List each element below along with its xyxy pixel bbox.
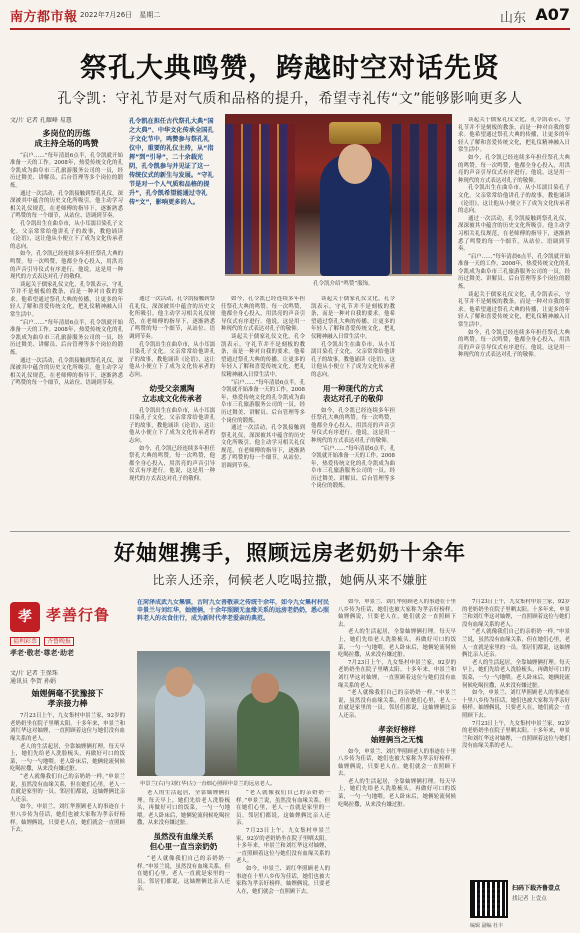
editor-credit: 编辑 副编 杜丰 — [470, 923, 504, 929]
story2-photo-caption: 申景兰(右)与刘红华(左)一直细心照顾申景兰的远房老人。 — [140, 781, 276, 787]
story2-paragraph: 7月23日上午，九女集村申景兰家，92岁的老奶奶坐在院子里晒太阳。十多年来，申景兰和刘红华这对妯娌，一直照顾着这位与她们没有血缘关系的老人。 — [462, 599, 570, 628]
story1-photo-caption: 孔令凯介绍“鸣赞”服饰。 — [313, 281, 374, 287]
story2-paragraph: 老人的生活起居，全靠妯娌俩打理。每天早上，她们先给老人洗脸梳头，再做好可口的饭菜，一勺一勺地喂。老人卧床后，她俩轮流伺候吃喝拉撒，从来没有嫌过脏。 — [338, 629, 456, 659]
story1-paragraph: 如今，孔令凯已经连续多年担任祭孔大典的鸣赞。每一次鸣赞，他都全身心投入，用洪亮的声音引导仪式有序进行。他说，这是用一种现代的方式表达对孔子的敬仰。 — [458, 154, 570, 184]
section-name: 山东 — [499, 11, 526, 26]
story1-subhead-2: 幼受父亲熏陶 立志成文化传承者 — [142, 383, 202, 403]
masthead — [10, 4, 570, 30]
story1-paragraph: “启户……”每年清晨6点半，孔令凯就开始准备一天的工作。2008年，热爱传统文化的孔令凯成为曲阜市三孔旅游服务公司的一员，经历过舞美、讲解员、后台管理等多个岗位的锻炼。 — [221, 379, 305, 424]
story1-paragraph: “启户……”每年清晨6点半，孔令凯就开始准备一天的工作。2008年，热爱传统文化的孔令凯成为曲阜市三孔旅游服务公司的一员，经历过舞美、讲解员、后台管理等多个岗位的锻炼。 — [10, 152, 123, 189]
story1-column-4 — [311, 296, 395, 527]
story2-column-5 — [462, 599, 570, 874]
column-tags — [10, 636, 76, 645]
story1-photo — [225, 114, 452, 276]
story1-paragraph: 孔令凯出生在曲阜市，从小耳濡目染孔子文化。父亲常常给他讲孔子的故事，教他诵读《论语》，这让他从小便立下了成为文化传承者的志向。 — [129, 341, 215, 378]
story2-paragraph: 老人的生活起居，全靠妯娌俩打理。每天早上，她们先给老人洗脸梳头，再做好可口的饭菜，一勺一勺地喂。老人卧床后，她俩轮流伺候吃喝拉撒，从来没有嫌过脏。 — [10, 743, 125, 773]
story1-paragraph: 谈起关于儒家礼仪文化，孔令凯表示，守礼节并不是刻板的教条，而是一种对自我的要求。他希望通过祭孔大典的传播，让更多的年轻人了解和喜爱传统文化，把礼仪精神融入日常生活中。 — [458, 117, 570, 154]
story1-paragraph: 孔令凯出生在曲阜市，从小耳濡目染孔子文化。父亲常常给他讲孔子的故事，教他诵读《论语》，这让他从小便立下了成为文化传承者的志向。 — [311, 341, 395, 378]
issue-date: 2022年7月26日 — [80, 11, 133, 19]
story2-subhead-3: 孝亲好榜样 妯娌俩当之无愧 — [370, 724, 424, 744]
column-logo — [10, 602, 120, 664]
story1-paragraph: 如今，孔令凯已经连续多年担任祭孔大典的鸣赞。每一次鸣赞，他都全身心投入，用洪亮的声音引导仪式有序进行。他说，这是用一种现代的方式表达对孔子的敬仰。 — [129, 445, 215, 482]
story2-paragraph: 老人的生活起居，全靠妯娌俩打理。每天早上，她们先给老人洗脸梳头，再做好可口的饭菜，一勺一勺地喂。老人卧床后，她俩轮流伺候吃喝拉撒，从来没有嫌过脏。 — [462, 659, 570, 689]
story2-photo — [137, 651, 330, 776]
story1-paragraph: “启户……”每年清晨6点半，孔令凯就开始准备一天的工作。2008年，热爱传统文化的孔令凯成为曲阜市三孔旅游服务公司的一员，经历过舞美、讲解员、后台管理等多个岗位的锻炼。 — [458, 253, 570, 291]
story1-paragraph: 如今，孔令凯已经连续多年担任祭孔大典的鸣赞。每一次鸣赞，他都全身心投入，用洪亮的声音引导仪式有序进行。他说，这是用一种现代的方式表达对孔子的敬仰。 — [311, 407, 395, 444]
newspaper-logo: 南方都市報 — [10, 10, 78, 25]
page-number: A07 — [535, 5, 570, 24]
story2-lead: 在菏泽成武九女集镇，古时九女善敬亲之传统千余年，如今九女集村村民申景兰与刘红华，妯娌俩，十余年照顾无血缘关系的远房老奶奶，悉心照料老人的衣食住行，成为新时代孝老爱亲的典范。 — [137, 599, 330, 622]
story2-subhead-2: 虽然没有血缘关系 但心里一直当亲奶奶 — [149, 831, 218, 851]
story2-paragraph: 如今，申景兰、刘红华照顾老人的事迹在十里八乡传为佳话，她们也被大家称为孝亲好榜样。妯娌俩说，只要老人在，她们就会一直照顾下去。 — [236, 865, 330, 895]
story2-column-3 — [236, 790, 330, 928]
story1-paragraph: 孔令凯出生在曲阜市，从小耳濡目染孔子文化。父亲常常给他讲孔子的故事，教他诵读《论语》，这让他从小便立下了成为文化传承者的志向。 — [129, 407, 215, 444]
story1-subheadline: 孔令凯：守礼节是对气质和品格的提升，希望寺礼传“文”能够影响更多人 — [57, 91, 523, 107]
column-title: 孝善行鲁 — [46, 606, 111, 624]
column-tag: 齐鲁晚报 — [44, 637, 74, 646]
story1-column-1 — [10, 117, 123, 527]
issue-info — [80, 10, 165, 20]
issue-weekday: 星期二 — [139, 11, 161, 19]
story1-paragraph: 谈起关于儒家礼仪文化，孔令凯表示，守礼节并不是刻板的教条，而是一种对自我的要求。他希望通过祭孔大典的传播，让更多的年轻人了解和喜爱传统文化，把礼仪精神融入日常生活中。 — [10, 281, 123, 319]
story1-subhead-3: 用一种现代的方式 表达对孔子的敬仰 — [323, 383, 383, 403]
column-slogan: 孝老·敬老·尊老·助老 — [10, 649, 74, 657]
story2-column-2 — [137, 790, 230, 928]
story1-headline: 祭孔大典鸣赞，跨越时空对话先贤 — [80, 53, 500, 84]
story2-paragraph: 如今，申景兰、刘红华照顾老人的事迹在十里八乡传为佳话，她们也被大家称为孝亲好榜样。妯娌俩说，只要老人在，她们就会一直照顾下去。 — [462, 690, 570, 719]
story2-subhead-1: 妯娌俩毫不犹豫接下 孝亲接力棒 — [31, 689, 104, 709]
qr-block[interactable] — [470, 880, 570, 926]
column-tag: 福利彩票 — [10, 637, 40, 646]
story1-paragraph: 谈起关于儒家礼仪文化，孔令凯表示，守礼节并不是刻板的教条，而是一种对自我的要求。他希望通过祭孔大典的传播，让更多的年轻人了解和喜爱传统文化，把礼仪精神融入日常生活中。 — [458, 291, 570, 329]
story1-paragraph: 孔令凯出生在曲阜市，从小耳濡目染孔子文化。父亲常常给他讲孔子的故事，教他诵读《论语》，这让他从小便立下了成为文化传承者的志向。 — [10, 220, 123, 250]
story2-byline: 文/片 记者 王保珠 通讯员 李贺 孙娟 — [10, 670, 58, 685]
story1-subhead-1: 多岗位的历练 成主持全场的鸣赞 — [34, 128, 99, 148]
story1-intro: 孔令凯在担任古代祭孔大典“国之大典”、中华文化传承全国孔子文化节中，鸣赞参与祭孔礼仪中，重要的礼仪主持，从“指挥”到“引导”，二十余载光阴，孔令凯参与并见证了这一传统仪式的新生与发展。“守礼节是对一个人气质和品格的提升”，孔令凯希望能通过寺礼传“文”，影响更多的人。 — [129, 118, 214, 206]
story1-column-3 — [221, 296, 305, 527]
section-divider — [10, 531, 570, 532]
story1-paragraph: “启户……”每年清晨6点半，孔令凯就开始准备一天的工作。2008年，热爱传统文化的孔令凯成为曲阜市三孔旅游服务公司的一员，经历过舞美、讲解员、后台管理等多个岗位的锻炼。 — [10, 319, 123, 357]
story1-column-5 — [458, 117, 570, 527]
story1-paragraph: 如今，孔令凯已经连续多年担任祭孔大典的鸣赞。每一次鸣赞，他都全身心投入，用洪亮的声音引导仪式有序进行。他说，这是用一种现代的方式表达对孔子的敬仰。 — [221, 296, 305, 333]
story2-paragraph: 如今，申景兰、刘红华照顾老人的事迹在十里八乡传为佳话，她们也被大家称为孝亲好榜样。妯娌俩说，只要老人在，她们就会一直照顾下去。 — [338, 748, 456, 778]
story1-paragraph: 通过一次活动，孔令凯接触到祭孔礼仪，深深被其中蕴含的历史文化所吸引。他主动学习相关礼仪规范，在老师傅的指导下，逐渐熟悉了鸣赞的每一个细节，从站位、语调到节奏。 — [221, 425, 305, 470]
story1-paragraph: 如今，孔令凯已经连续多年担任祭孔大典的鸣赞。每一次鸣赞，他都全身心投入，用洪亮的声音引导仪式有序进行。他说，这是用一种现代的方式表达对孔子的敬仰。 — [10, 251, 123, 281]
story2-paragraph: 如今，申景兰、刘红华照顾老人的事迹在十里八乡传为佳话，她们也被大家称为孝亲好榜样。妯娌俩说，只要老人在，她们就会一直照顾下去。 — [338, 599, 456, 628]
story2-paragraph: “老人就像我们自己的亲奶奶一样。”申景兰说，虽然没有血缘关系，但在她们心里，老人一直就是家里的一员。邻居们都说，这妯娌俩比亲人还亲。 — [338, 690, 456, 719]
story2-paragraph: 老人的生活起居，全靠妯娌俩打理。每天早上，她们先给老人洗脸梳头，再做好可口的饭菜，一勺一勺地喂。老人卧床后，她俩轮流伺候吃喝拉撒，从来没有嫌过脏。 — [338, 778, 456, 808]
story2-paragraph: 如今，申景兰、刘红华照顾老人的事迹在十里八乡传为佳话，她们也被大家称为孝亲好榜样。妯娌俩说，只要老人在，她们就会一直照顾下去。 — [10, 804, 125, 834]
story1-column-2 — [129, 296, 215, 527]
story2-paragraph: 7月23日上午，九女集村申景兰家，92岁的老奶奶坐在院子里晒太阳。十多年来，申景兰和刘红华这对妯娌，一直照顾着这位与她们没有血缘关系的老人。 — [236, 827, 330, 865]
story2-paragraph: “老人就像我们自己的亲奶奶一样。”申景兰说，虽然没有血缘关系，但在她们心里，老人一直就是家里的一员。邻居们都说，这妯娌俩比亲人还亲。 — [10, 773, 125, 803]
story1-paragraph: “启户……”每年清晨6点半，孔令凯就开始准备一天的工作。2008年，热爱传统文化的孔令凯成为曲阜市三孔旅游服务公司的一员，经历过舞美、讲解员、后台管理等多个岗位的锻炼。 — [311, 445, 395, 490]
story2-paragraph: 7月23日上午，九女集村申景兰家，92岁的老奶奶坐在院子里晒太阳。十多年来，申景兰和刘红华这对妯娌，一直照顾着这位与她们没有血缘关系的老人。 — [338, 659, 456, 689]
story1-paragraph: 如今，孔令凯已经连续多年担任祭孔大典的鸣赞。每一次鸣赞，他都全身心投入，用洪亮的声音引导仪式有序进行。他说，这是用一种现代的方式表达对孔子的敬仰。 — [458, 329, 570, 359]
story2-paragraph: 7月23日上午，九女集村申景兰家，92岁的老奶奶坐在院子里晒太阳。十多年来，申景兰和刘红华这对妯娌，一直照顾着这位与她们没有血缘关系的老人。 — [10, 713, 125, 742]
column-emblem: 孝 — [10, 602, 40, 632]
qr-code-icon[interactable] — [470, 880, 508, 918]
story2-paragraph: “老人就像我们自己的亲奶奶一样。”申景兰说，虽然没有血缘关系，但在她们心里，老人一直就是家里的一员。邻居们都说，这妯娌俩比亲人还亲。 — [236, 790, 330, 827]
story2-column-1 — [10, 670, 125, 928]
story2-paragraph: “老人就像我们自己的亲奶奶一样。”申景兰说，虽然没有血缘关系，但在她们心里，老人一直就是家里的一员。邻居们都说，这妯娌俩比亲人还亲。 — [462, 629, 570, 659]
story1-paragraph: 谈起关于儒家礼仪文化，孔令凯表示，守礼节并不是刻板的教条，而是一种对自我的要求。他希望通过祭孔大典的传播，让更多的年轻人了解和喜爱传统文化，把礼仪精神融入日常生活中。 — [221, 333, 305, 378]
story1-byline: 文/片 记者 孔耀峰 易慧 — [10, 117, 72, 124]
story1-paragraph: 孔令凯出生在曲阜市，从小耳濡目染孔子文化。父亲常常给他讲孔子的故事，教他诵读《论语》，这让他从小便立下了成为文化传承者的志向。 — [458, 185, 570, 215]
story2-paragraph: “老人就像我们自己的亲奶奶一样。”申景兰说，虽然没有血缘关系，但在她们心里，老人一直就是家里的一员。邻居们都说，这妯娌俩比亲人还亲。 — [137, 855, 230, 893]
story2-subheadline: 比亲人还亲，伺候老人吃喝拉撒，她俩从来不嫌脏 — [152, 573, 428, 587]
story1-paragraph: 通过一次活动，孔令凯接触到祭孔礼仪，深深被其中蕴含的历史文化所吸引。他主动学习相关礼仪规范，在老师傅的指导下，逐渐熟悉了鸣赞的每一个细节，从站位、语调到节奏。 — [10, 190, 123, 220]
story2-column-4 — [338, 599, 456, 928]
story2-paragraph: 老人的生活起居，全靠妯娌俩打理。每天早上，她们先给老人洗脸梳头，再做好可口的饭菜，一勺一勺地喂。老人卧床后，她俩轮流伺候吃喝拉撒，从来没有嫌过脏。 — [137, 790, 230, 827]
story1-paragraph: 通过一次活动，孔令凯接触到祭孔礼仪，深深被其中蕴含的历史文化所吸引。他主动学习相关礼仪规范，在老师傅的指导下，逐渐熟悉了鸣赞的每一个细节，从站位、语调到节奏。 — [129, 296, 215, 340]
qr-caption: 扫码下载齐鲁壹点 — [512, 885, 561, 892]
story1-paragraph: 通过一次活动，孔令凯接触到祭孔礼仪，深深被其中蕴含的历史文化所吸引。他主动学习相关礼仪规范，在老师傅的指导下，逐渐熟悉了鸣赞的每一个细节，从站位、语调到节奏。 — [10, 357, 123, 387]
story1-paragraph: 谈起关于儒家礼仪文化，孔令凯表示，守礼节并不是刻板的教条，而是一种对自我的要求。他希望通过祭孔大典的传播，让更多的年轻人了解和喜爱传统文化，把礼仪精神融入日常生活中。 — [311, 296, 395, 340]
story1-paragraph: 通过一次活动，孔令凯接触到祭孔礼仪，深深被其中蕴含的历史文化所吸引。他主动学习相关礼仪规范，在老师傅的指导下，逐渐熟悉了鸣赞的每一个细节，从站位、语调到节奏。 — [458, 215, 570, 253]
story2-headline: 好妯娌携手，照顾远房老奶奶十余年 — [114, 541, 466, 565]
qr-subcaption: 找记者 上壹点 — [512, 896, 547, 902]
story2-paragraph: 7月23日上午，九女集村申景兰家，92岁的老奶奶坐在院子里晒太阳。十多年来，申景兰和刘红华这对妯娌，一直照顾着这位与她们没有血缘关系的老人。 — [462, 720, 570, 750]
